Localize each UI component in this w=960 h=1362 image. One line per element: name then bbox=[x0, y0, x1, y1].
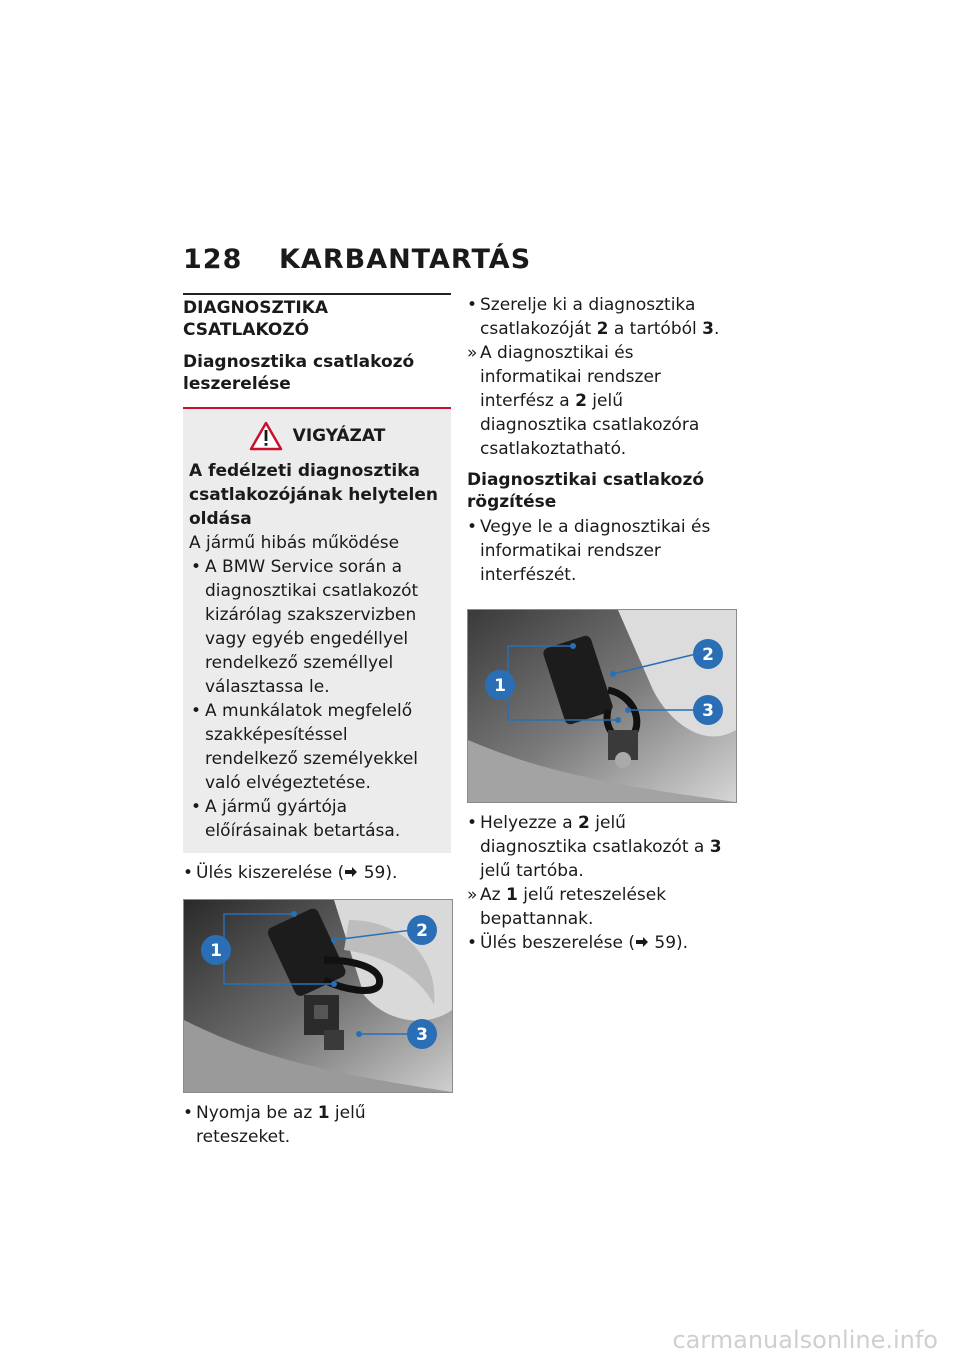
warning-title-line: A fedélzeti diagnosztika bbox=[189, 461, 420, 481]
warning-box bbox=[183, 409, 451, 853]
step-item bbox=[467, 293, 735, 341]
step-text: . bbox=[713, 319, 720, 339]
warning-label: VIGYÁZAT bbox=[292, 426, 386, 446]
bullet-dot-icon: • bbox=[467, 517, 478, 537]
list-item: • A munkálatok megfelelő szakképesítéssel rendelkező személyekkel való elvégeztetése. bbox=[189, 699, 445, 795]
callout-label-2: 2 bbox=[702, 645, 714, 665]
result-item bbox=[467, 883, 735, 931]
step-item bbox=[467, 811, 735, 883]
step-text: Az bbox=[480, 885, 506, 905]
callout-label-1: 1 bbox=[494, 676, 506, 696]
callout-ref: 2 bbox=[596, 319, 609, 339]
step-text: jelű reteszeket. bbox=[196, 1103, 366, 1147]
callout-ref: 1 bbox=[317, 1103, 330, 1123]
step-text: jelű tartóba. bbox=[480, 861, 584, 881]
step-text: Vegye le a diagnosztikai és informatikai rendszer interfészét. bbox=[480, 517, 711, 585]
warning-triangle-icon bbox=[249, 421, 283, 451]
list-item: • A BMW Service során a diagnosztikai csatlakozót kizárólag szakszervizben vagy egyéb engedéllyel rendelkező személlyel választassa le. bbox=[189, 555, 445, 699]
step-text: Ülés beszerelése ( bbox=[480, 933, 635, 953]
right-column bbox=[467, 293, 735, 955]
connector-photo-1 bbox=[183, 899, 453, 1093]
section-title-line: CSATLAKOZÓ bbox=[183, 320, 310, 340]
subsection-title-line: Diagnosztika csatlakozó bbox=[183, 352, 415, 372]
step-text: jelű diagnosztika csatlakozóra csatlakoztatható. bbox=[480, 391, 700, 459]
callout-label-2: 2 bbox=[416, 921, 428, 941]
connector-photo-2 bbox=[467, 609, 737, 803]
callout-label-3: 3 bbox=[416, 1025, 428, 1045]
step-text: Szerelje ki a diagnosztika csatlakozóját bbox=[480, 295, 696, 339]
result-arrow-icon: » bbox=[467, 885, 478, 905]
step-item bbox=[183, 1101, 451, 1149]
section-title bbox=[183, 297, 451, 341]
callout-ref: 2 bbox=[575, 391, 587, 411]
bullet-dot-icon: • bbox=[467, 933, 478, 953]
warning-measures-list bbox=[189, 555, 445, 843]
page-reference-link[interactable]: 59). bbox=[648, 933, 689, 953]
callout-ref: 2 bbox=[578, 813, 590, 833]
result-arrow-icon: » bbox=[467, 343, 478, 363]
step-item bbox=[467, 931, 735, 955]
callout-label-1: 1 bbox=[210, 941, 222, 961]
step-text: Nyomja be az bbox=[196, 1103, 318, 1123]
warning-consequence: A jármű hibás működése bbox=[189, 533, 400, 553]
subsection-title-line: leszerelése bbox=[183, 374, 291, 394]
section-title-line: DIAGNOSZTIKA bbox=[183, 298, 329, 318]
bullet-dot-icon: • bbox=[467, 813, 478, 833]
subsection-title-line: rögzítése bbox=[467, 492, 557, 512]
subsection-title-line: Diagnosztikai csatlakozó bbox=[467, 470, 705, 490]
result-item bbox=[467, 341, 735, 461]
step-text: jelű diagnosztika csatlakozót a bbox=[480, 813, 710, 857]
step-text: a tartóból bbox=[608, 319, 703, 339]
step-text: Ülés kiszerelése ( bbox=[196, 863, 345, 883]
warning-title-line: oldása bbox=[189, 509, 252, 529]
bullet-dot-icon: • bbox=[183, 863, 194, 883]
page-reference-arrow-icon bbox=[344, 865, 358, 879]
bullet-dot-icon: • bbox=[467, 295, 478, 315]
page-number: 128 bbox=[183, 244, 243, 275]
step-item bbox=[183, 861, 451, 885]
warning-title-line: csatlakozójának helytelen bbox=[189, 485, 438, 505]
step-text: Helyezze a bbox=[480, 813, 579, 833]
bullet-dot-icon: • bbox=[183, 1103, 194, 1123]
chapter-title: KARBANTARTÁS bbox=[279, 244, 532, 275]
callout-ref: 3 bbox=[709, 837, 722, 857]
callout-label-3: 3 bbox=[702, 701, 714, 721]
page-reference-link[interactable]: 59). bbox=[358, 863, 398, 883]
list-item: • A jármű gyártója előírásainak betartása. bbox=[189, 795, 445, 843]
warning-title bbox=[189, 459, 445, 531]
warning-header bbox=[189, 421, 445, 451]
step-text: jelű reteszelések bepattannak. bbox=[480, 885, 667, 929]
watermark-text: carmanualsonline.info bbox=[672, 1326, 938, 1354]
left-column bbox=[183, 293, 451, 1149]
callout-ref: 3 bbox=[702, 319, 714, 339]
subsection-title bbox=[467, 469, 735, 513]
callout-ref: 1 bbox=[505, 885, 518, 905]
step-text: A diagnosztikai és informatikai rendszer interfész a bbox=[480, 343, 661, 411]
page-header bbox=[183, 244, 531, 275]
subsection-title bbox=[183, 351, 451, 409]
page-reference-arrow-icon bbox=[635, 935, 649, 949]
step-item bbox=[467, 515, 735, 587]
